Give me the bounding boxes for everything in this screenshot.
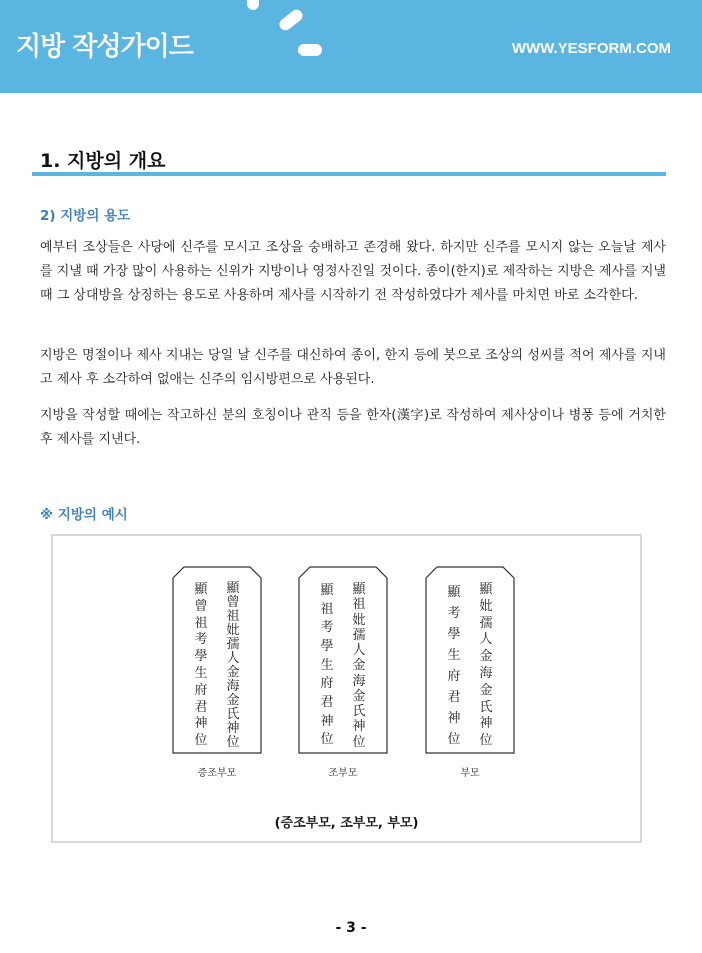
tablet-character: 考 xyxy=(447,606,461,621)
tablet-character: 位 xyxy=(352,734,366,750)
tablet-character: 顯 xyxy=(226,581,240,596)
tablet-character: 氏 xyxy=(352,704,366,720)
header-banner xyxy=(0,0,702,93)
tablet-character: 顯 xyxy=(447,585,461,600)
paragraph: 예부터 조상들은 사당에 신주를 모시고 조상을 숭배하고 존경해 왔다. 하지만 신주를 모시지 않는 오늘날 제사를 지낼 때 가장 많이 사용하는 신위가 지방이나 영정사진일 것이다. 종이(한지)로 제작하는 지방은 제사를 지낼 때 그 상대방을 상징하는 용도로 사용하며 제사를 시작하기 전 작성하였다가 제사를 마치면 바로 소각한다. xyxy=(40,240,666,303)
figure-caption: (증조부모, 조부모, 부모) xyxy=(274,816,419,831)
tablet-character: 生 xyxy=(194,665,208,681)
ancestral-tablet xyxy=(172,566,262,754)
tablet-character: 金 xyxy=(479,649,493,665)
tablet-character: 祖 xyxy=(352,597,366,613)
tablet-character: 府 xyxy=(320,676,334,692)
tablet-character: 生 xyxy=(320,657,334,673)
decorative-dot xyxy=(247,0,259,10)
tablet-left-column xyxy=(193,582,209,750)
tablet-character: 神 xyxy=(352,719,366,735)
tablet-character: 君 xyxy=(447,690,461,705)
tablet-character: 考 xyxy=(320,620,334,636)
tablet-character: 君 xyxy=(320,695,334,711)
tablet-right-column xyxy=(225,582,241,750)
tablet-character: 神 xyxy=(320,713,334,729)
tablet-character: 氏 xyxy=(479,699,493,715)
tablet-character: 氏 xyxy=(226,707,240,722)
tablet-character: 位 xyxy=(320,732,334,748)
document-title: 지방 작성가이드 xyxy=(16,32,193,62)
tablet-character: 學 xyxy=(447,627,461,642)
tablet-character: 孺 xyxy=(226,637,240,652)
tablet-character: 顯 xyxy=(479,582,493,597)
tablet-character: 考 xyxy=(194,632,208,648)
tablet-right-column xyxy=(478,582,494,750)
tablet-left-column xyxy=(446,582,462,750)
tablet-character: 位 xyxy=(226,735,240,750)
tablet-character: 府 xyxy=(447,669,461,684)
tablet-character: 妣 xyxy=(352,612,366,628)
section-heading: 1. 지방의 개요 xyxy=(40,150,166,172)
tablet-character: 生 xyxy=(447,648,461,663)
tablet-character: 神 xyxy=(479,716,493,732)
tablet-character: 顯 xyxy=(194,582,208,597)
tablet-character: 祖 xyxy=(320,601,334,617)
tablet-character: 孺 xyxy=(352,627,366,643)
ancestral-tablet xyxy=(298,566,388,754)
tablet-character: 祖 xyxy=(194,615,208,631)
tablet-character: 人 xyxy=(226,651,240,666)
tablet-character: 金 xyxy=(352,658,366,674)
page-number: - 3 - xyxy=(335,920,367,936)
paragraph: 지방을 작성할 때에는 작고하신 분의 호칭이나 관직 등을 한자(漢字)로 작성하여 제사상이나 병풍 등에 거치한 후 제사를 지낸다. xyxy=(40,408,666,447)
tablet-character: 曾 xyxy=(194,598,208,614)
tablet-character: 金 xyxy=(352,688,366,704)
paragraph: 지방은 명절이나 제사 지내는 당일 날 신주를 대신하여 종이, 한지 등에 붓으로 조상의 성씨를 적어 제사를 지내고 제사 후 소각하여 없애는 신주의 임시방편으로 사용된다. xyxy=(40,348,666,387)
tablet-caption: 증조부모 xyxy=(197,768,237,779)
tablet-outline xyxy=(172,566,262,754)
tablet-character: 海 xyxy=(479,665,493,681)
tablet-right-column xyxy=(351,582,367,750)
tablet-character: 人 xyxy=(479,632,493,648)
tablet-character: 神 xyxy=(226,721,240,736)
tablet-caption: 부모 xyxy=(460,768,480,779)
tablet-character: 祖 xyxy=(226,609,240,624)
tablet-left-column xyxy=(319,582,335,750)
tablet-character: 海 xyxy=(352,673,366,689)
tablet-character: 神 xyxy=(194,716,208,732)
subsection-heading: 2) 지방의 용도 xyxy=(40,208,131,224)
site-url: WWW.YESFORM.COM xyxy=(511,40,671,57)
heading-rule xyxy=(32,172,666,176)
tablet-character: 海 xyxy=(226,679,240,694)
tablet-character: 曾 xyxy=(226,595,240,610)
tablet-character: 顯 xyxy=(352,582,366,597)
tablet-character: 金 xyxy=(226,665,240,680)
tablet-caption: 조부모 xyxy=(328,768,358,779)
tablet-character: 君 xyxy=(194,699,208,715)
tablet-character: 人 xyxy=(352,643,366,659)
tablet-character: 金 xyxy=(226,693,240,708)
tablet-outline xyxy=(425,566,515,754)
tablet-outline xyxy=(298,566,388,754)
tablet-character: 府 xyxy=(194,682,208,698)
tablet-character: 顯 xyxy=(320,583,334,598)
tablet-character: 位 xyxy=(194,733,208,749)
tablet-character: 金 xyxy=(479,682,493,698)
example-heading: ※ 지방의 예시 xyxy=(40,507,128,523)
decorative-pill xyxy=(298,44,322,56)
ancestral-tablet xyxy=(425,566,515,754)
tablet-character: 妣 xyxy=(479,598,493,614)
tablet-character: 學 xyxy=(194,649,208,665)
tablet-character: 學 xyxy=(320,639,334,655)
tablet-character: 孺 xyxy=(479,615,493,631)
tablet-character: 位 xyxy=(447,732,461,747)
tablet-character: 神 xyxy=(447,711,461,726)
tablet-character: 位 xyxy=(479,733,493,749)
decorative-pill xyxy=(277,7,305,32)
tablet-character: 妣 xyxy=(226,623,240,638)
